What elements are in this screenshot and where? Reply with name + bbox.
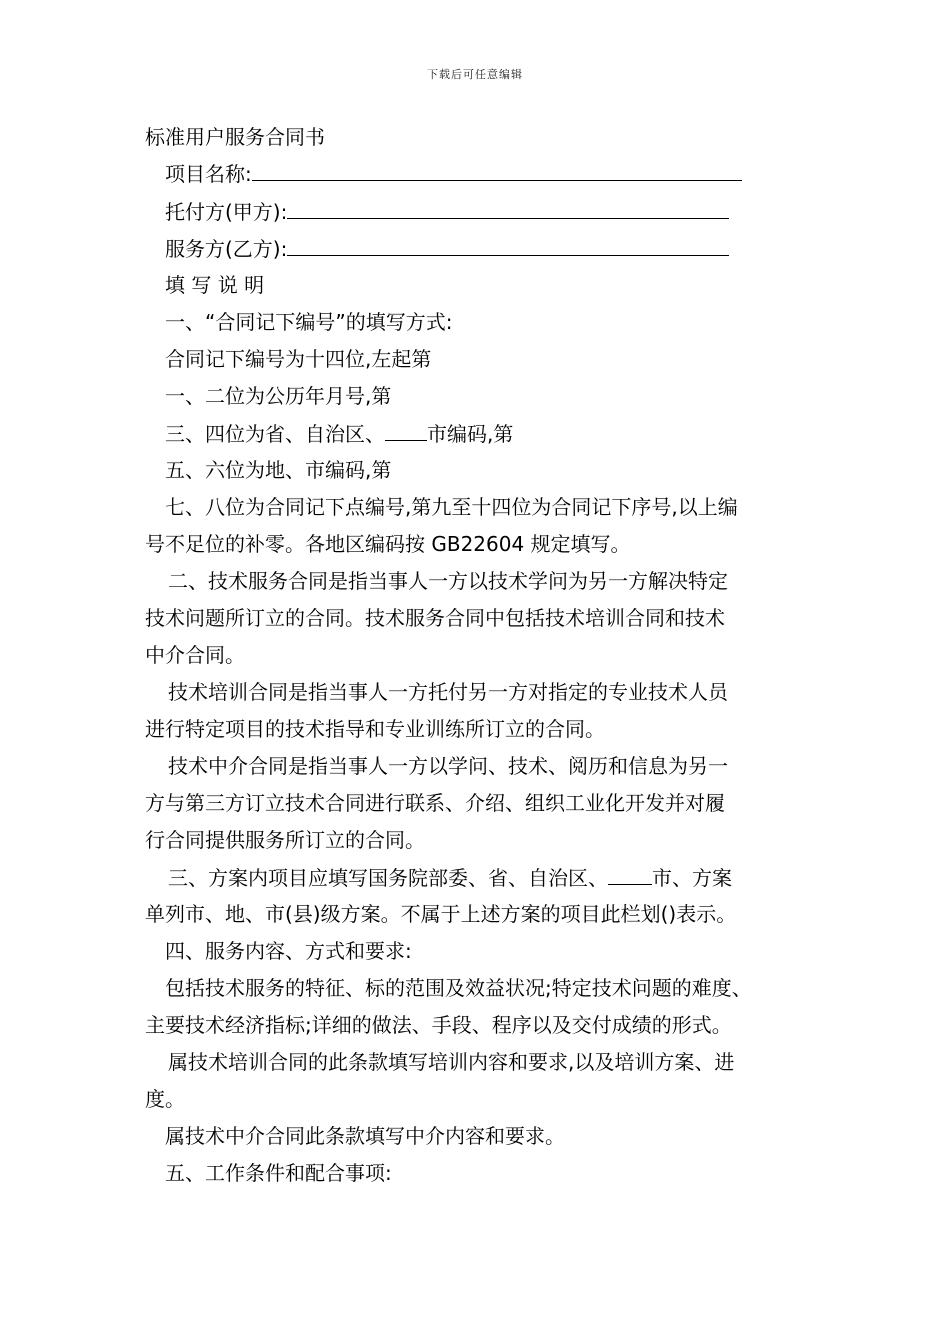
line-text: 市编码,第 bbox=[427, 422, 514, 446]
paragraph-line bbox=[165, 420, 513, 447]
provider-field bbox=[165, 235, 729, 262]
project-name-field bbox=[165, 160, 742, 187]
paragraph-line: 技术问题所订立的合同。技术服务合同中包括技术培训合同和技术 bbox=[145, 606, 725, 630]
paragraph-line: 四、服务内容、方式和要求: bbox=[165, 939, 412, 963]
paragraph-line: 包括技术服务的特征、标的范围及效益状况;特定技术问题的难度、 bbox=[165, 976, 752, 1000]
paragraph-line: 五、工作条件和配合事项: bbox=[165, 1161, 392, 1185]
document-title: 标准用户服务合同书 bbox=[145, 125, 325, 149]
client-blank bbox=[287, 198, 729, 219]
provider-label: 服务方(乙方): bbox=[165, 237, 288, 261]
project-name-blank bbox=[252, 160, 742, 181]
paragraph-line: 中介合同。 bbox=[145, 643, 245, 667]
paragraph-line: 行合同提供服务所订立的合同。 bbox=[145, 828, 425, 852]
fill-blank bbox=[385, 420, 427, 441]
paragraph-line: 二、技术服务合同是指当事人一方以技术学问为另一方解决特定 bbox=[168, 569, 728, 593]
provider-blank bbox=[287, 235, 729, 256]
fill-blank bbox=[608, 864, 652, 885]
line-text: 三、方案内项目应填写国务院部委、省、自治区、 bbox=[168, 866, 608, 890]
paragraph-line: 号不足位的补零。各地区编码按 GB22604 规定填写。 bbox=[145, 532, 631, 556]
project-name-label: 项目名称: bbox=[165, 162, 252, 186]
instructions-heading: 填 写 说 明 bbox=[165, 273, 265, 297]
paragraph-line: 进行特定项目的技术指导和专业训练所订立的合同。 bbox=[145, 717, 605, 741]
paragraph-line bbox=[168, 864, 732, 891]
header-note: 下载后可任意编辑 bbox=[427, 68, 523, 81]
paragraph-line: 七、八位为合同记下点编号,第九至十四位为合同记下序号,以上编 bbox=[165, 495, 738, 519]
paragraph-line: 技术中介合同是指当事人一方以学问、技术、阅历和信息为另一 bbox=[168, 754, 728, 778]
client-label: 托付方(甲方): bbox=[165, 200, 288, 224]
paragraph-line: 度。 bbox=[145, 1087, 185, 1111]
paragraph-line: 主要技术经济指标;详细的做法、手段、程序以及交付成绩的形式。 bbox=[145, 1013, 732, 1037]
client-field bbox=[165, 198, 729, 225]
paragraph-line: 方与第三方订立技术合同进行联系、介绍、组织工业化开发并对履 bbox=[145, 791, 725, 815]
paragraph-line: 合同记下编号为十四位,左起第 bbox=[165, 347, 432, 371]
line-text: 市、方案 bbox=[652, 866, 732, 890]
paragraph-line: 一、二位为公历年月号,第 bbox=[165, 384, 392, 408]
line-text: 三、四位为省、自治区、 bbox=[165, 422, 385, 446]
paragraph-line: 属技术中介合同此条款填写中介内容和要求。 bbox=[165, 1124, 565, 1148]
paragraph-line: 单列市、地、市(县)级方案。不属于上述方案的项目此栏划()表示。 bbox=[145, 902, 737, 926]
paragraph-line: 属技术培训合同的此条款填写培训内容和要求,以及培训方案、进 bbox=[168, 1050, 735, 1074]
paragraph-line: 一、“合同记下编号”的填写方式: bbox=[165, 310, 453, 334]
paragraph-line: 五、六位为地、市编码,第 bbox=[165, 458, 392, 482]
paragraph-line: 技术培训合同是指当事人一方托付另一方对指定的专业技术人员 bbox=[168, 680, 728, 704]
